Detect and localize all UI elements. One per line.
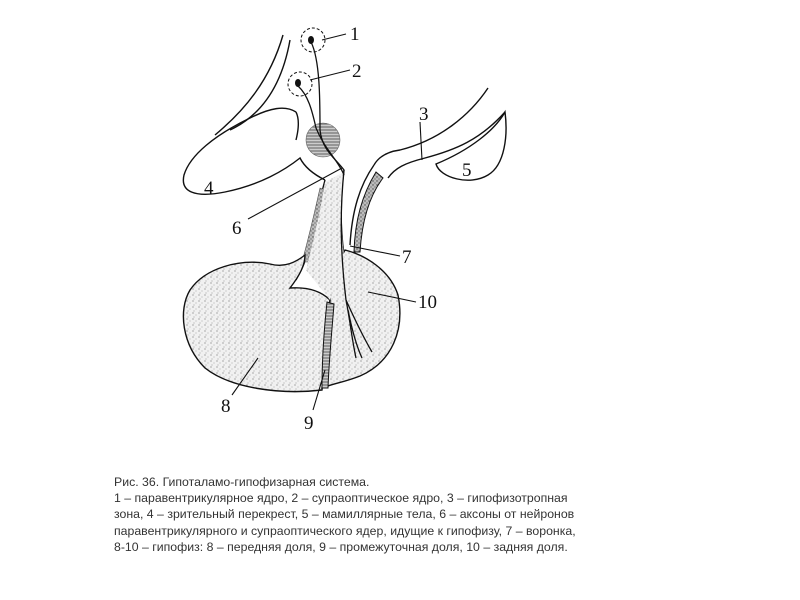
label-8: 8 <box>221 396 231 417</box>
caption-line: паравентрикулярного и супраоптического ядер, идущие к гипофизу, 7 – воронка, <box>114 523 576 538</box>
label-5: 5 <box>462 160 472 181</box>
hypothalamic-nucleus-region <box>306 123 340 157</box>
label-2: 2 <box>352 61 362 82</box>
figure-caption <box>114 474 654 555</box>
label-7: 7 <box>402 247 412 268</box>
caption-title: Рис. 36. Гипоталамо-гипофизарная система. <box>114 475 370 489</box>
label-1: 1 <box>350 24 360 45</box>
ventricle-wall <box>215 35 283 135</box>
caption-line: 1 – паравентрикулярное ядро, 2 – супраоптическое ядро, 3 – гипофизотропная <box>114 491 568 506</box>
caption-line: зона, 4 – зрительный перекрест, 5 – мамиллярные тела, 6 – аксоны от нейронов <box>114 507 575 522</box>
label-10: 10 <box>418 292 437 313</box>
caption-line: 8-10 – гипофиз: 8 – передняя доля, 9 – промежуточная доля, 10 – задняя доля. <box>114 539 568 554</box>
label-6: 6 <box>232 218 242 239</box>
label-9: 9 <box>304 413 314 434</box>
anterior-lobe <box>183 255 330 392</box>
label-4: 4 <box>204 178 214 199</box>
infundibulum <box>354 172 383 252</box>
neuron-body <box>295 79 301 87</box>
label-3: 3 <box>419 104 429 125</box>
